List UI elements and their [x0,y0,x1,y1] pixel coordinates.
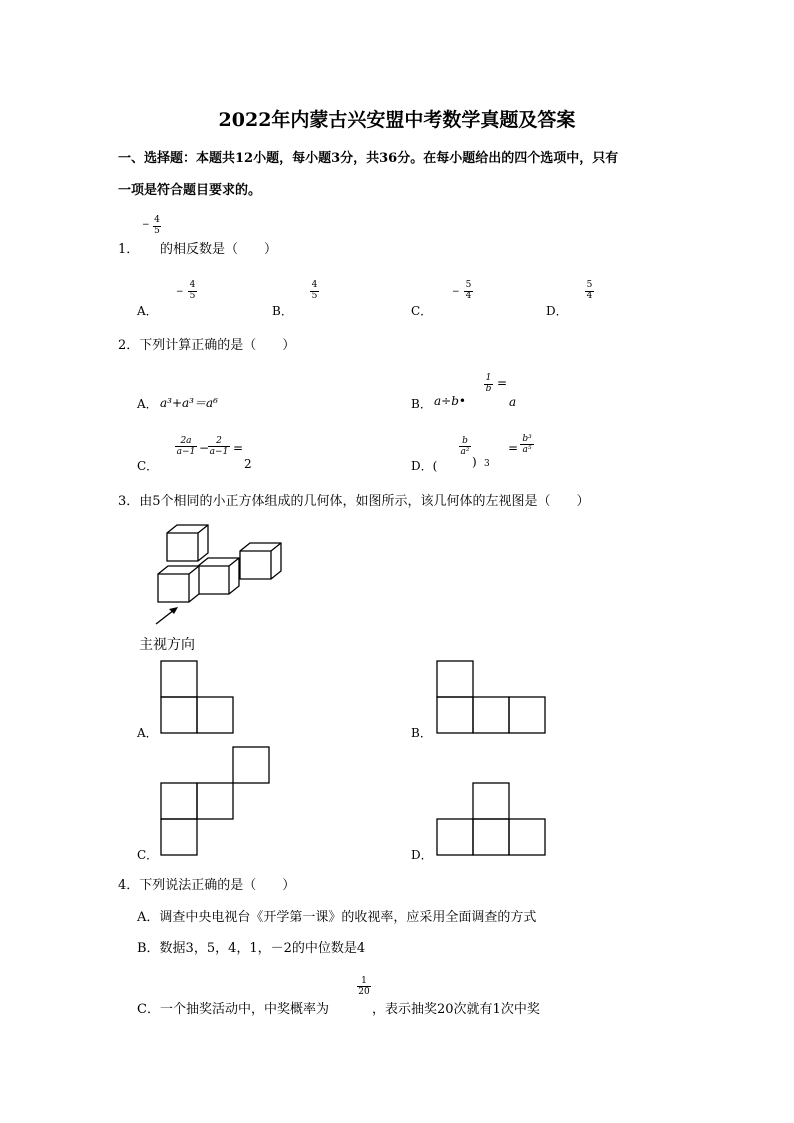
q2-option-d-result-fraction [520,434,534,456]
q2-option-b-expr: a÷b• [434,394,466,408]
q2-option-c-f2-num: 2 [208,436,230,447]
q2-option-c-fraction2 [208,436,230,458]
q2-option-c-result: 2 [244,457,252,471]
q1-option-d-fraction [585,281,594,302]
q3-option-c-label[interactable]: C． [137,848,159,862]
q2-option-b-result: a [509,395,517,409]
q1-fraction-den: 5 [154,225,160,236]
q3-option-a-label[interactable]: A． [137,726,158,740]
q1-option-b-num: 4 [311,280,318,290]
q2-option-d-exponent: 3 [484,459,490,469]
q1-option-b-den: 5 [311,290,318,301]
q2-option-a-label[interactable]: A． [137,397,158,411]
q1-option-c-label[interactable]: C． [411,304,433,318]
q1-option-c-fraction [464,281,473,302]
q1-option-c-sign: − [452,287,460,297]
q3-option-b-figure[interactable] [436,660,548,736]
q3-direction-label: 主视方向 [139,637,195,653]
q1-option-d-label[interactable]: D． [546,304,568,318]
q2-stem: 2．下列计算正确的是（ ） [118,338,296,353]
q1-option-a-den: 5 [189,290,196,301]
q4-option-c-fraction [357,976,371,998]
q1-option-d-den: 4 [586,290,593,301]
q1-option-a-label[interactable]: A． [137,304,158,318]
q1-option-c-num: 5 [465,280,472,290]
q4-stem: 4．下列说法正确的是（ ） [118,878,296,893]
q2-option-d-den: a² [460,447,470,458]
q3-cube-figure [150,518,290,628]
q2-option-d-eq: = [508,441,519,455]
q2-option-c-label[interactable]: C． [137,459,159,473]
q2-option-d-num: b [459,436,471,447]
q4-option-c-pre: C．一个抽奖活动中，中奖概率为 [137,1002,329,1017]
q2-option-c-fraction1 [175,436,197,458]
q2-option-d-label[interactable]: D．( [411,459,438,473]
q2-option-a-expr: a³+a³＝a⁶ [160,396,218,410]
q1-fraction-sign: − [142,220,150,230]
q3-option-d-figure[interactable] [436,782,548,858]
q1-fraction [153,216,161,237]
q1-option-a-fraction [188,281,197,302]
q1-number: 1． [118,242,140,257]
section-instructions-line2: 一项是符合题目要求的。 [118,183,262,198]
q2-option-d-fraction [459,436,471,458]
q2-option-c-f2-den: a−1 [209,447,229,458]
page-title: 2022年内蒙古兴安盟中考数学真题及答案 [218,109,576,131]
q2-option-c-f1-num: 2a [175,436,197,447]
q1-option-c-den: 4 [465,290,472,301]
view-direction-arrow [156,610,174,624]
q2-option-c-minus: − [199,441,210,455]
q2-option-b-eq: = [497,376,508,390]
q2-option-d-rnum: b³ [520,434,534,445]
q1-fraction-num: 4 [154,215,160,225]
q3-option-b-label[interactable]: B． [411,726,432,740]
q1-option-a-num: 4 [189,280,196,290]
q1-stem: 的相反数是（ ） [160,242,278,257]
q4-option-c[interactable] [137,998,329,1017]
q4-option-b[interactable]: B．数据3，5，4，1，－2的中位数是4 [137,941,366,956]
q4-option-a[interactable]: A．调查中央电视台《开学第一课》的收视率，应采用全面调查的方式 [137,910,537,925]
q1-option-b-fraction [310,281,319,302]
q3-option-d-label[interactable]: D． [411,848,433,862]
q1-option-a-sign: − [176,287,184,297]
q2-option-c-f1-den: a−1 [176,447,196,458]
q2-option-b-fraction [484,374,493,395]
q1-option-b-label[interactable]: B． [272,304,293,318]
q2-option-c-eq: = [233,441,244,455]
q4-option-c-post: ，表示抽奖20次就有1次中奖 [372,1002,540,1017]
q2-option-b-den: b [485,383,492,394]
q3-option-c-figure[interactable] [160,746,272,858]
section-instructions-line1: 一、选择题：本题共12小题，每小题3分，共36分。在每小题给出的四个选项中，只有 [118,151,619,166]
q1-option-d-num: 5 [586,280,593,290]
q2-option-b-label[interactable]: B． [411,397,432,411]
q4-option-c-den: 20 [358,987,370,998]
q3-stem: 3．由5个相同的小正方体组成的几何体，如图所示，该几何体的左视图是（ ） [118,494,590,509]
q3-option-a-figure[interactable] [160,660,236,736]
q4-option-c-num: 1 [357,976,371,987]
q2-option-d-close: ) [472,455,477,469]
q2-option-b-num: 1 [485,373,492,383]
q2-option-d-rden: a⁵ [522,445,532,456]
